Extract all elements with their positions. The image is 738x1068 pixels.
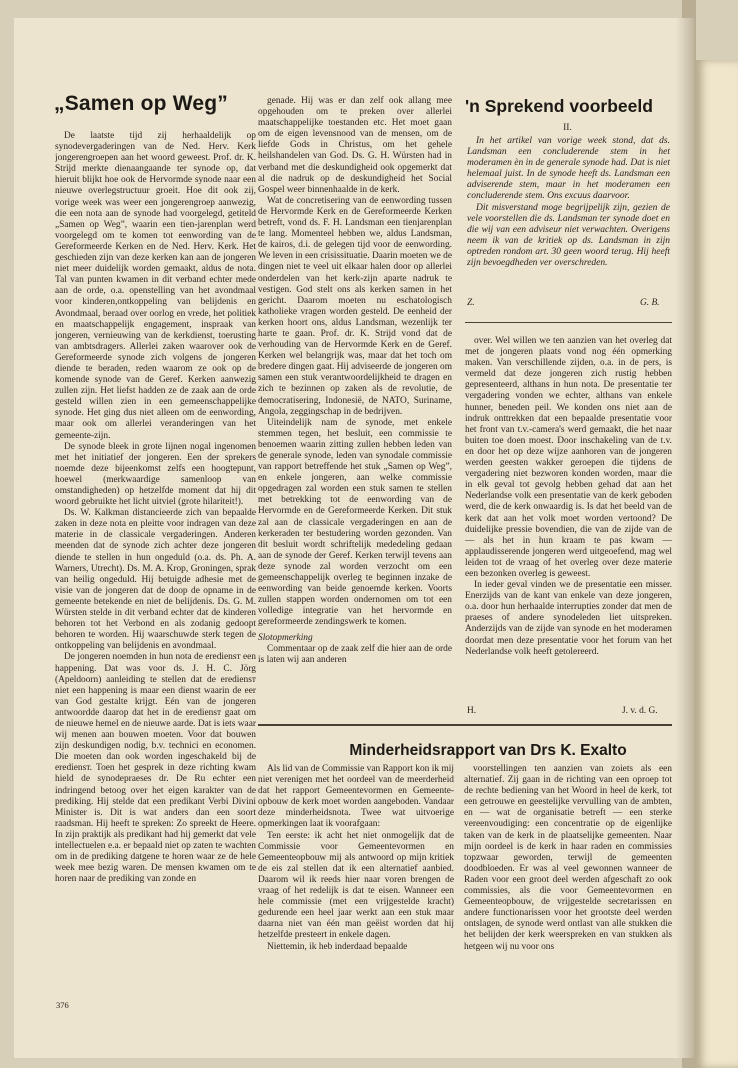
paragraph: genade. Hij was er dan zelf ook allang mee opgehouden om te preken over allerlei maatschappelijke toestanden etc. Het moet gaan om de eigen levensnood van de mensen, om de liefde Gods in Christus, om het gehele heilshandelen van God. Ds. G. H. Würsten had in verband met die deskundigheid ook opgemerkt dat al die nadruk op de deskundigheid het Social Gospel weer binnenhaalde in de kerk. [258,96,452,195]
divider [465,322,672,323]
paragraph: Ds. W. Kalkman distancieerde zich van bepaalde zaken in deze nota en pleitte voor indragen van deze materie in de classicale vergaderingen. Anderen meenden dat de synode zich achter deze jongeren diende te stellen in hun ongeduld (o.a. ds. Ph. A. Warners, Utrecht). Ds. M. A. Krop, Groningen, sprak van heilig ongeduld. Hij betuigde adhesie met de visie van de jongeren dat de doop de opname in de gemeente betekende en niet de belijdenis. Ds. G. M. Würsten stelde in dit verband echter dat de kinderen behoren tot het Verbond en als zodanig gedoopt behoren te worden. Hij waarschuwde sterk tegen de ontkoppeling van belijdenis en avondmaal. [55,508,256,652]
article-title-samen-op-weg: „Samen op Weg” [54,92,228,115]
signature-z: Z. [467,298,475,308]
article3-column-2 [464,764,672,952]
signature-h: H. [467,706,477,716]
paragraph: Wat de concretisering van de eenwording tussen de Hervormde Kerk en de Gereformeerde Kerken betreft, vond ds. F. H. Landsman een tienjarenplan te lang. Momenteel hebben we, aldus Landsman, de kairos, d.i. de gelegen tijd voor de eenwording. We leven in een crisissituatie. Daarin moeten we de dingen niet te veel uit elkaar halen door op allerlei onderdelen van het kerk-zijn aparte nadruk te vestigen. God stelt ons als kerken samen in het gericht. Daarom moeten nu eschatologisch katholieke vragen worden gesteld. De eenheid der kerken hoort ons, aldus Landsman, wezenlijk ter harte te gaan. Prof. dr. K. Strijd vond dat de verhouding van de Hervormde Kerk en de Geref. Kerken wel belangrijk was, maar dat het toch om bredere dingen gaat. Hij adviseerde de jongeren om samen een stuk verantwoordelijkheid te dragen en zich te bezinnen op zaken als de revolutie, de democratisering, Indonesië, de NATO, Suriname, Angola, zeggingschap in de bedrijven. [258,195,452,417]
article2-intro [467,136,670,269]
facing-page-edge [696,60,738,1068]
paragraph: Als lid van de Commissie van Rapport kon ik mij niet verenigen met het oordeel van de meerderheid dat het rapport Gemeentevormen en Gemeente-opbouw de kerk moet worden aangeboden. Vandaar deze minderheidsnota. Twee wat uitvoerige opmerkingen laat ik voorafgaan: [258,764,454,830]
paragraph: over. Wel willen we ten aanzien van het overleg dat met de jongeren plaats vond nog één opmerking maken. Van verschillende zijden, o.a. in de pers, is vermeld dat deze jongeren zich rustig hebben gepresenteerd, althans in hun nota. De presentatie ter vergadering vonden we echter, althans van enkele hunner, beneden peil. We konden ons niet aan de indruk onttrekken dat een bepaalde presentatie voor het front van t.v.-camera's werd gemaakt, die het naar buiten toe doen moest. Door inschakeling van de t.v. en door het op deze wijze aanhoren van de jongeren werden geesten wakker geroepen die tijdens de vergadering niet bezworen konden worden, maar die in elk geval tot gevolg hebben gehad dat aan het Nederlandse volk een presentatie van de kerk geboden werd, die de kerk onwaardig is. Is dat het beeld van de kerk dat aan het volk moet worden vertoond? De duidelijke pressie bovendien, die van de zijde van de — als het in hun kraam te pas kwam — applaudisserende jongeren werd uitgeoefend, mag wel leiden tot de vraag of het overleg over deze materie een bezonken overleg is geweest. [465,336,672,579]
article1-column-2 [258,96,452,706]
section-divider [258,724,672,726]
article3-column-1 [258,764,454,952]
subheading-slotopmerking: Slotopmerking [258,632,313,643]
article1-column-1 [55,131,256,961]
paragraph: Commentaar op de zaak zelf die hier aan de orde is laten wij aan anderen [258,643,452,665]
paragraph: Niettemin, ik heb inderdaad bepaalde [267,941,408,952]
paragraph: De synode bleek in grote lijnen nogal ingenomen met het initiatief der jongeren. Een der sprekers noemde deze bijeenkomst zelfs een hoogtepunt, hoewel (merkwaardige samenloop van omstandigheden) op hetzelfde moment dat hij dit woord gebruikte het licht uitviel (grote hilariteit!). [55,441,256,508]
article2-body [465,336,672,706]
paragraph: De laatste tijd zij herhaaldelijk op synodevergaderingen van de Ned. Herv. Kerk jongerengroepen aan het woord geweest. Prof. dr. K. Strijd merkte dienaangaande ter synode op, dat hieruit blijkt hoe ook de Hervormde synode naar een nieuwe overlegstructuur groeit. Hoe dit ook zij, vorige week was weer een jongerengroep aanwezig, die een nota aan de synode had voorgelegd, getiteld „Samen op Weg”, waarin een tien-jarenplan werd voorgelegd om te komen tot eenwording van de Gereformeerde Kerken en de Ned. Herv. Kerk. Het geschieden zijn van deze kerken kan aan de jongeren niet meer duidelijk worden gemaakt, aldus de nota. Tal van punten kwamen in dit verband echter mede aan de orde, o.a. openstelling van het avondmaal voor kinderen,ontkoppeling van belijdenis en Avondmaal, beraad over oorlog en vrede, het politiek en maatschappelijk engagement, inspraak van jongeren, vernieuwing van de kerkdienst, toerusting van ambtsdragers. Allerlei zaken waarover ook de Gereformeerde synode zich volgens de jongeren diende te beraden, reden waarom ze ook op de komende synode van de Geref. Kerken aanwezig zullen zijn. Het liefst hadden ze de zaak aan de orde gesteld willen zien in een gemeenschappelijke synode. Het ging dus niet alleen om de eenwording, maar ook om allerlei veranderingen van het gemeente-zijn. [55,131,256,441]
paragraph: In ieder geval vinden we de presentatie een misser. Enerzijds van de kant van enkele van deze jongeren, o.a. door hun herhaalde interrupties zonder dat men de praeses of andere synodeleden liet uitspreken. Anderzijds van de zijde van synode en het moderamen doordat men deze presentatie voor het forum van het Nederlandse volk heeft getolereerd. [465,580,672,657]
paragraph: Ten eerste: ik acht het niet onmogelijk dat de Commissie voor Gemeentevormen en Gemeenteopbouw mij als antwoord op mijn kritiek de eis zal stellen dat ik een alternatief aanbied. Daarom wil ik reeds hier naar voren brengen de vraag of het redelijk is dat te eisen. Wanneer een hele commissie (met een vrijgestelde kracht) gedurende een heel jaar werkt aan een stuk maar daarna niet van één man geëist worden dat hij hetzelfde presteert in enkele dagen. [258,830,454,941]
paragraph: In het artikel van vorige week stond, dat ds. Landsman een concluderende stem in het moderamen èn in de generale synode had. Dat is niet helemaal juist. In de synode heeft ds. Landsman een adviserende stem, maar in het moderamen een concluderende stem. Ons excuus daarvoor. [467,136,670,202]
paragraph: voorstellingen ten aanzien van zoiets als een alternatief. Zij gaan in de richting van een oproep tot de rechte bediening van het Woord in heel de kerk, tot een getrouwe en geestelijke vervulling van de ambten, en — wat de organisatie betreft — een sterke vereenvoudiging: een concentratie op de eigenlijke taken van de kerk in de plaatselijke gemeenten. Naar mijn oordeel is de kerk in haar raden en commissies topzwaar geworden, terwijl de gemeenten doodbloeden. Er was al veel gewonnen wanneer de Raden voor een groot deel werden afgeschaft zo ook commissies, als die voor Gemeentevormen en Gemeenteopbouw, de vrijgestelde secretarissen en andere functionarissen voor het grootste deel werden ontslagen, de synode werd ontlast van alle stukken die het belijden der kerk weerspreken en van stukken als hetgeen wij nu voor ons [464,764,672,952]
signature-jvdg: J. v. d. G. [622,706,658,716]
paragraph: Dit misverstand moge begrijpelijk zijn, gezien de vele voorstellen die ds. Landsman ter synode doet en die wij van een adviseur niet verwachten. Overigens neem ik van de kritiek op ds. Landsman in zijn optreden rondom art. 30 geen woord terug. Hij heeft zijn bevoegdheden ver overschreden. [467,202,670,269]
paragraph: Uiteindelijk nam de synode, met enkele stemmen tegen, het besluit, een commissie te benoemen waarin zitting zullen hebben leden van de generale synode, leden van synodale commissie van rapport betreffende het stuk „Samen op Weg”, en enkele jongeren, aan welke commissie opgedragen zal worden een stuk samen te stellen met betrekking tot de eenwording van de Hervormde en de Gereformeerde Kerken. Dit stuk zal aan de classicale vergaderingen en aan de kerkeraden ter bestudering worden gezonden. Van dit besluit wordt schriftelijk mededeling gedaan aan de synode der Geref. Kerken terwijl tevens aan deze synode zal worden verzocht om een gemeenschappelijk overleg te beginnen inzake de eenwording van beide genoemde kerken. Voorts zullen stappen worden ondernomen om tot een volledige integratie van het hervormde en gereformeerde zendingswerk te komen. [258,417,452,628]
section-number: II. [563,122,572,133]
paragraph: De jongeren noemden in hun nota de erediensт een happening. Dat was voor ds. J. H. C. Jörg (Apeldoorn) aanleiding te stellen dat de erediensт niet een happening is maar een dienst waarin de eer van God gestalte krijgt. Eén van de jongeren antwoordde daarop dat het in de erediensт gaat om de nieuwe hemel en de nieuwe aarde. Dat is iets waar wij menen aan bouwen moeten. Voor dat bouwen zijn deskundigen nodig, b.v. technici en economen. Die moeten dan ook worden ingeschakeld bij de erediensт. Toen het gesprek in deze richting kwam hield de synodepraeses dr. De Ru echter een indringend betoog over het eigen karakter van de prediking. Hij stelde dat een predikant Verbi Divini Minister is. Dit is wat anders dan een soort raadsman. Hij heeft te spreken: Zo spreekt de Heere. In zijn praktijk als predikant had hij gemerkt dat vele intellectuelen e.a. er bepaald niet op zaten te wachten om in de prediking datgene te horen waar ze de hele week mee bezig waren. De mensen kwamen om te horen naar de prediking van zonde en [55,652,256,885]
signature-gb: G. B. [640,298,660,308]
article-title-sprekend-voorbeeld: 'n Sprekend voorbeeld [465,96,653,116]
page-number: 376 [56,1000,69,1010]
article-title-minderheidsrapport: Minderheidsrapport van Drs K. Exalto [349,742,627,759]
